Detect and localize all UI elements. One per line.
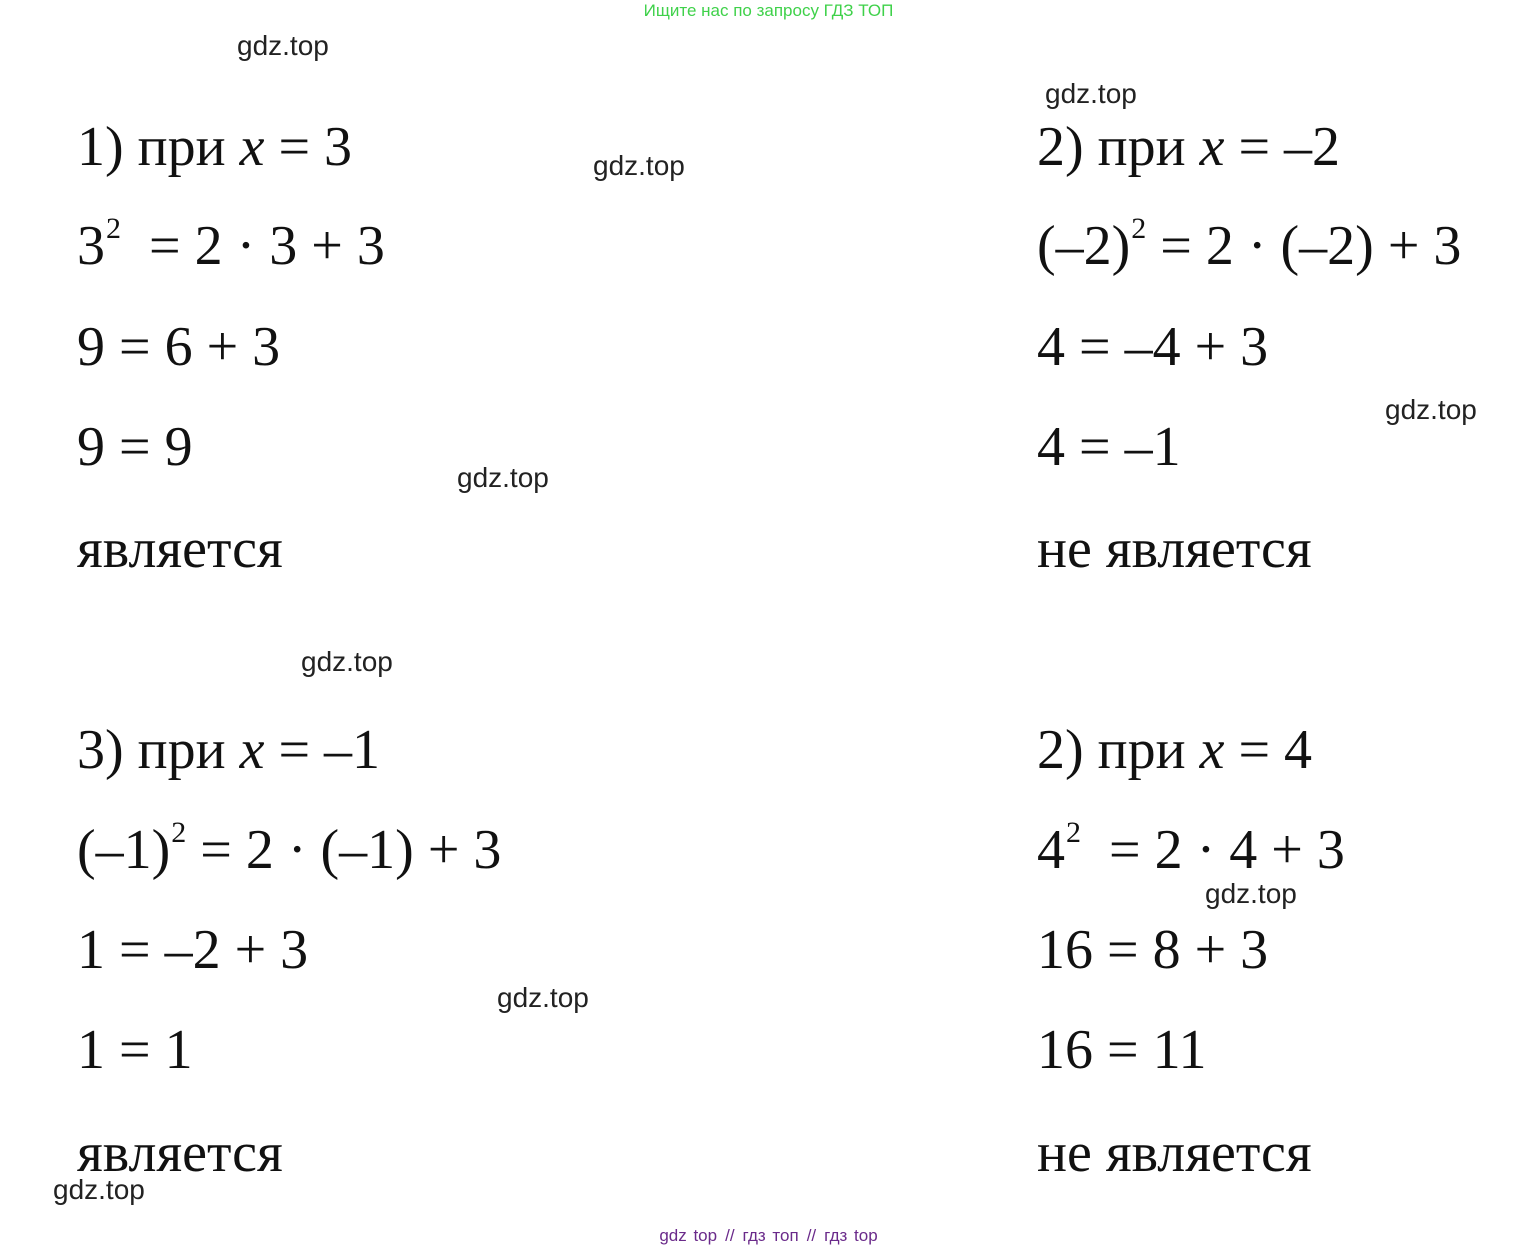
top-banner: Ищите нас по запросу ГДЗ ТОП [643, 1, 894, 20]
watermark: gdz.top [593, 150, 685, 181]
footer [0, 1226, 1537, 1246]
problem-2-equation: $(-2)^2 = 2 \cdot (-2) + 3$ [1037, 212, 1462, 277]
watermark: gdz.top [1385, 394, 1477, 425]
problem-3-step-2: 1 = 1 [77, 1019, 193, 1081]
problem-3-step-1: 1 = –2 + 3 [77, 919, 309, 981]
problem-4-result: не является [1037, 1122, 1312, 1184]
problem-2-header: 2) при x = –2 [1037, 116, 1341, 178]
footer-link-gdz-top-mixed[interactable]: гдз top [824, 1226, 878, 1245]
watermark: gdz.top [1205, 878, 1297, 909]
problem-4-header: 2) при x = 4 [1037, 719, 1313, 781]
problem-1-equation: $3^2 = 2 \cdot 3 + 3$ [77, 212, 385, 277]
watermark: gdz.top [237, 30, 329, 61]
problem-2-result: не является [1037, 518, 1312, 580]
problem-1-step-1: 9 = 6 + 3 [77, 316, 281, 378]
footer-link-gdz-top[interactable]: gdz top [659, 1226, 718, 1245]
problem-2-step-2: 4 = –1 [1037, 416, 1181, 478]
watermark: gdz.top [457, 462, 549, 493]
watermark: gdz.top [53, 1174, 145, 1205]
problem-2-step-1: 4 = –4 + 3 [1037, 316, 1269, 378]
watermark: gdz.top [301, 646, 393, 677]
problem-1-step-2: 9 = 9 [77, 416, 193, 478]
problem-4-equation: $4^2 = 2 \cdot 4 + 3$ [1037, 816, 1345, 881]
problem-4-step-2: 16 = 11 [1037, 1019, 1207, 1081]
footer-separator: // [806, 1226, 817, 1245]
footer-separator: // [725, 1226, 735, 1245]
problem-1-result: является [77, 518, 283, 580]
watermark: gdz.top [497, 982, 589, 1013]
footer-link-gdz-top-ru[interactable]: гдз топ [742, 1226, 799, 1245]
problem-3-header: 3) при x = –1 [77, 719, 381, 781]
problem-4-step-1: 16 = 8 + 3 [1037, 919, 1269, 981]
watermark: gdz.top [1045, 78, 1137, 109]
problem-3-result: является [77, 1122, 283, 1184]
problem-1-header: 1) при x = 3 [77, 116, 353, 178]
problem-3-equation: $(-1)^2 = 2 \cdot (-1) + 3$ [77, 816, 502, 881]
